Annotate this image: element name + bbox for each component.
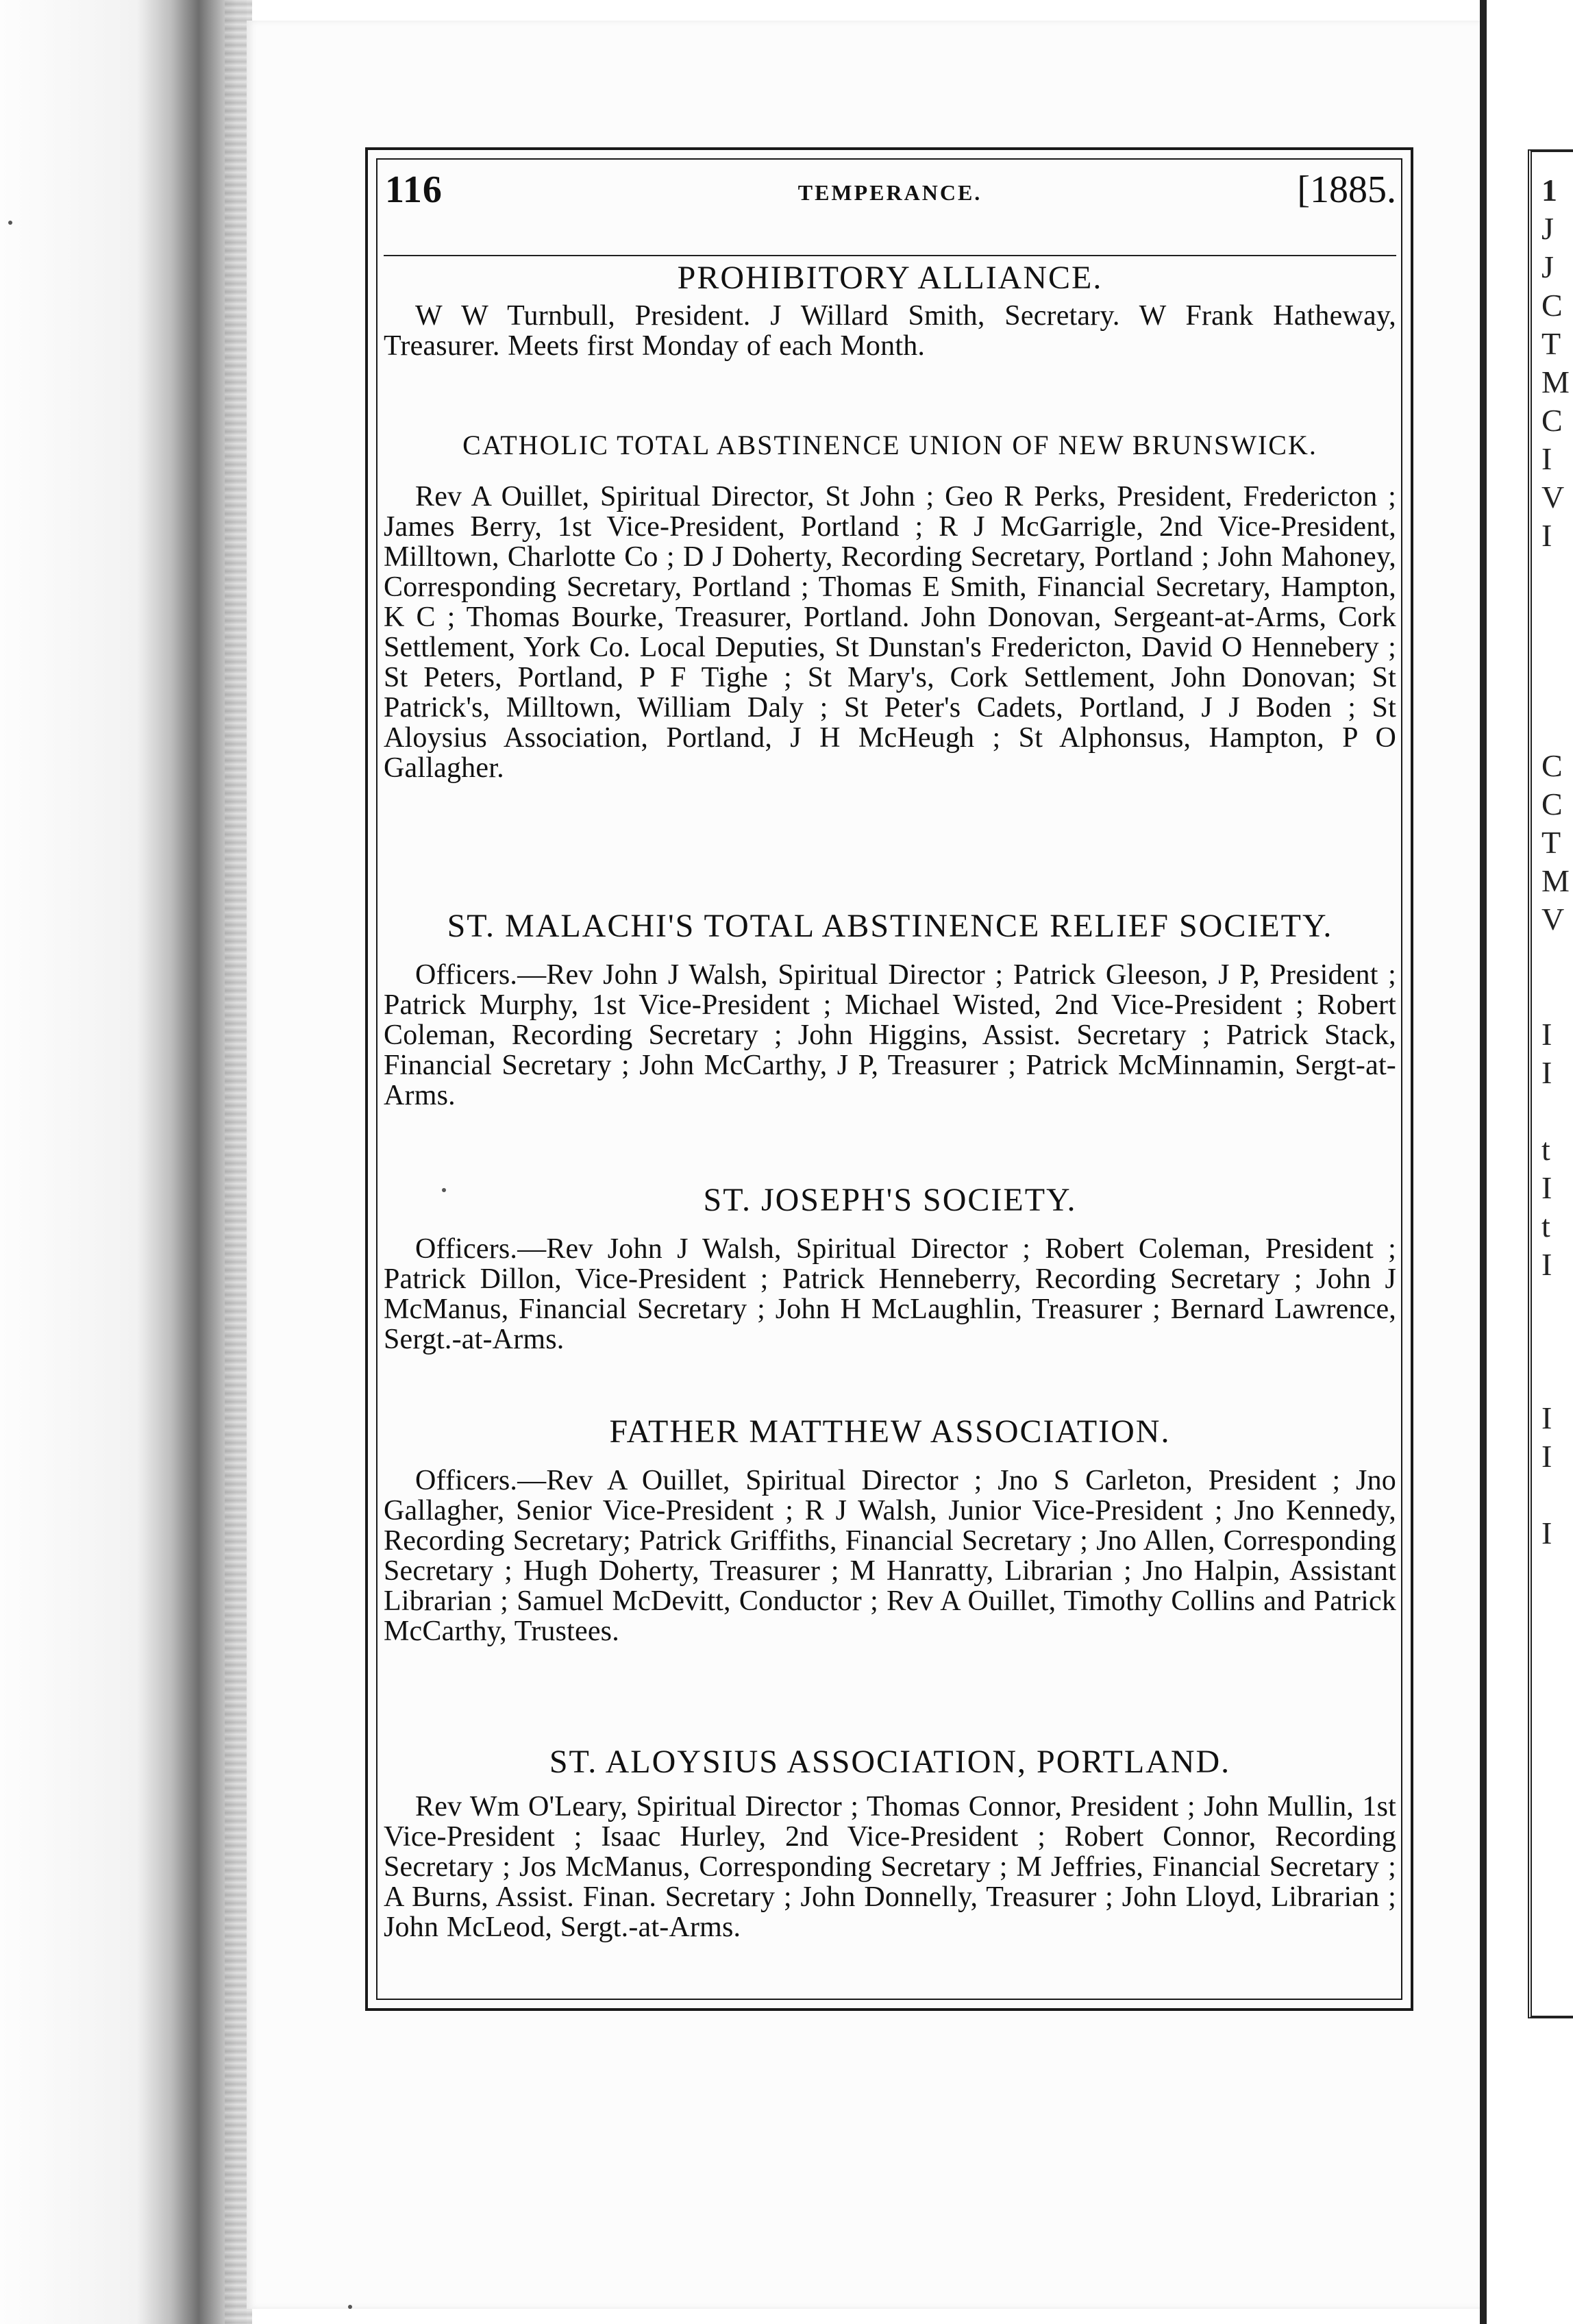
facing-page-letter-fragment: T — [1541, 825, 1561, 860]
section-st-aloysius-association — [384, 1743, 1396, 1942]
facing-page-number-fragment: 1 — [1541, 173, 1557, 208]
facing-page-letter-fragment — [1541, 1322, 1562, 1361]
facing-page-letter-fragment: I — [1541, 1516, 1552, 1550]
section-title: ST. MALACHI'S TOTAL ABSTINENCE RELIEF SOCIETY. — [447, 908, 1333, 944]
facing-page-letter-fragment — [1541, 1361, 1562, 1399]
facing-page-letter-fragment — [1541, 670, 1562, 708]
section-body: Officers.—Rev John J Walsh, Spiritual Director ; Robert Coleman, President ; Patrick Dillon, Vice-President ; Patrick Henneberry, Recording Secretary ; John J McManus, Financial Secretary ; John H McLaughlin, Treasurer ; Bernard Lawrence, Sergt.-at-Arms. — [384, 1233, 1396, 1355]
header-rule — [384, 255, 1396, 256]
facing-page-letter-fragment: C — [1541, 787, 1563, 821]
section-title: ST. ALOYSIUS ASSOCIATION, PORTLAND. — [549, 1744, 1231, 1780]
facing-page-letter-fragment: J — [1541, 211, 1554, 246]
section-body: Rev A Ouillet, Spiritual Director, St John ; Geo R Perks, President, Fredericton ; James Berry, 1st Vice-President, Portland ; R J McGarrigle, 2nd Vice-President, Milltown, Charlotte Co ; D J Doherty, Recording Secretary, Portland ; John Mahoney, Corresponding Secretary, Portland ; Thomas E Smith, Financial Secretary, Hampton, K C ; Thomas Bourke, Treasurer, Portland. John Donovan, Sergeant-at-Arms, Cork Settlement, York Co. Local Deputies, St Dunstan's Fredericton, David O Hennebery ; St Peters, Portland, P F Tighe ; St Mary's, Cork Settlement, John Donovan; St Patrick's, Milltown, William Daly ; St Peter's Cadets, Portland, J J Boden ; St Aloysius Association, Portland, J H McHeugh ; St Alphonsus, Hampton, P O Gallagher. — [384, 481, 1396, 784]
section-catholic-total-abstinence-union — [384, 429, 1396, 783]
facing-page-letter-fragment: T — [1541, 326, 1561, 361]
facing-page-letter-fragment — [1541, 555, 1562, 593]
section-body: Officers.—Rev A Ouillet, Spiritual Director ; Jno S Carleton, President ; Jno Gallagher, Senior Vice-President ; R J Walsh, Junior Vice-President ; Jno Kennedy, Recording Secretary; Patrick Griffiths, Financial Secretary ; Jno Allen, Corresponding Secretary ; Hugh Doherty, Treasurer ; M Hanratty, Librarian ; Jno Halpin, Assistant Librarian ; Samuel McDevitt, Conductor ; Rev A Ouillet, Timothy Collins and Patrick McCarthy, Trustees. — [384, 1465, 1396, 1647]
section-title: ST. JOSEPH'S SOCIETY. — [703, 1182, 1077, 1218]
facing-page-letter-fragment: t — [1541, 1132, 1550, 1167]
section-title: FATHER MATTHEW ASSOCIATION. — [609, 1413, 1171, 1450]
facing-page-letter-fragment: M — [1541, 364, 1570, 399]
gutter-edge — [1480, 0, 1487, 2324]
facing-page-letter-fragment: J — [1541, 249, 1554, 284]
facing-page-letter-fragment: C — [1541, 288, 1563, 323]
facing-page-letter-fragment: C — [1541, 403, 1563, 438]
facing-page-letter-fragment: I — [1541, 518, 1552, 553]
facing-page-letter-fragment — [1541, 632, 1562, 670]
facing-page-letter-fragment — [1541, 1553, 1562, 1591]
facing-page-letter-fragment — [1541, 1476, 1562, 1514]
section-father-matthew-association — [384, 1413, 1396, 1646]
running-header — [384, 168, 1396, 223]
section-body: Rev Wm O'Leary, Spiritual Director ; Thomas Connor, President ; John Mullin, 1st Vice-President ; Isaac Hurley, 2nd Vice-President ; Robert Connor, Recording Secretary ; Jos McManus, Corresponding Secretary ; M Jeffries, Financial Secretary ; A Burns, Assist. Finan. Secretary ; John Donnelly, Treasurer ; John Lloyd, Librarian ; John McLeod, Sergt.-at-Arms. — [384, 1791, 1396, 1943]
facing-page-text-fragments — [1541, 171, 1570, 1591]
year-label: [1885. — [1297, 169, 1396, 211]
print-speck — [442, 1188, 446, 1192]
facing-page-letter-fragment: I — [1541, 1400, 1552, 1435]
section-title: CATHOLIC TOTAL ABSTINENCE UNION OF NEW BRUNSWICK. — [462, 430, 1317, 460]
facing-page-letter-fragment: I — [1541, 1170, 1552, 1205]
page-number: 116 — [385, 169, 443, 211]
facing-page-letter-fragment — [1541, 708, 1562, 747]
facing-page-letter-fragment — [1541, 977, 1562, 1015]
facing-page-letter-fragment — [1541, 1092, 1562, 1130]
facing-page-letter-fragment: I — [1541, 1017, 1552, 1052]
running-title: TEMPERANCE. — [797, 180, 982, 205]
section-body: Officers.—Rev John J Walsh, Spiritual Director ; Patrick Gleeson, J P, President ; Patrick Murphy, 1st Vice-President ; Michael Wisted, 2nd Vice-President ; Robert Coleman, Recording Secretary ; John Higgins, Assist. Secretary ; Patrick Stack, Financial Secretary ; John McCarthy, J P, Treasurer ; Patrick McMinnamin, Sergt-at-Arms. — [384, 959, 1396, 1111]
facing-page-letter-fragment — [1541, 939, 1562, 977]
section-st-josephs-society — [384, 1181, 1396, 1355]
section-body: W W Turnbull, President. J Willard Smith, Secretary. W Frank Hatheway, Treasurer. Meets first Monday of each Month. — [384, 300, 1396, 362]
section-st-malachis-society — [384, 907, 1396, 1111]
facing-page-letter-fragment: I — [1541, 1439, 1552, 1474]
facing-page-letter-fragment: M — [1541, 863, 1570, 898]
page-content — [384, 168, 1396, 223]
print-speck — [8, 221, 12, 225]
facing-page-letter-fragment: V — [1541, 902, 1565, 937]
section-title: PROHIBITORY ALLIANCE. — [677, 260, 1103, 296]
print-speck — [348, 2305, 352, 2309]
facing-page-letter-fragment: C — [1541, 748, 1563, 783]
facing-page-letter-fragment: I — [1541, 441, 1552, 476]
book-spine-shadow — [0, 0, 247, 2324]
facing-page-letter-fragment: V — [1541, 480, 1565, 515]
facing-page-letter-fragment: I — [1541, 1247, 1552, 1282]
facing-page-letter-fragment: t — [1541, 1209, 1550, 1244]
facing-page-letter-fragment — [1541, 593, 1562, 632]
facing-page-letter-fragment — [1541, 1284, 1562, 1322]
facing-page-letter-fragment: I — [1541, 1055, 1552, 1090]
section-prohibitory-alliance — [384, 259, 1396, 361]
